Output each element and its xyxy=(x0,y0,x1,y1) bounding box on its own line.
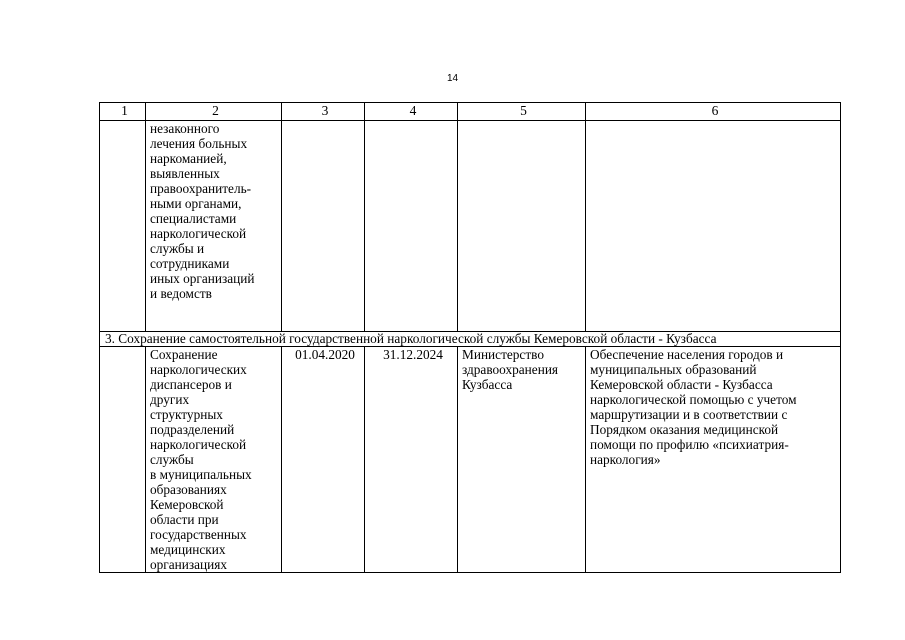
cell-start-date: 01.04.2020 xyxy=(282,347,365,573)
column-header-4: 4 xyxy=(365,103,458,121)
cell-activity: незаконного лечения больных наркоманией, выявленных правоохранитель- ными органами, специалистами наркологической службы и сотрудниками иных организаций и ведомств xyxy=(146,121,282,332)
table-header-row xyxy=(100,103,841,121)
cell-activity: Сохранение наркологических диспансеров и других структурных подразделений наркологической службы в муниципальных образованиях Кемеровской области при государственных медицинских организациях xyxy=(146,347,282,573)
cell-result: Обеспечение населения городов и муниципальных образований Кемеровской области - Кузбасса наркологической помощью с учетом маршрутизации и в соответствии с Порядком оказания медицинской помощи по профилю «психиатрия- наркология» xyxy=(586,347,841,573)
column-header-3: 3 xyxy=(282,103,365,121)
cell-executor xyxy=(458,121,586,332)
page-number: 14 xyxy=(446,73,459,84)
cell-number xyxy=(100,121,146,332)
column-header-5: 5 xyxy=(458,103,586,121)
document-table xyxy=(99,102,841,573)
cell-start-date xyxy=(282,121,365,332)
column-header-1: 1 xyxy=(100,103,146,121)
table-row xyxy=(100,121,841,332)
cell-end-date xyxy=(365,121,458,332)
table-row xyxy=(100,347,841,573)
cell-executor: Министерство здравоохранения Кузбасса xyxy=(458,347,586,573)
cell-number xyxy=(100,347,146,573)
cell-end-date: 31.12.2024 xyxy=(365,347,458,573)
section-row xyxy=(100,332,841,347)
section-title: 3. Сохранение самостоятельной государственной наркологической службы Кемеровской области - Кузбасса xyxy=(100,332,841,347)
column-header-6: 6 xyxy=(586,103,841,121)
column-header-2: 2 xyxy=(146,103,282,121)
cell-result xyxy=(586,121,841,332)
